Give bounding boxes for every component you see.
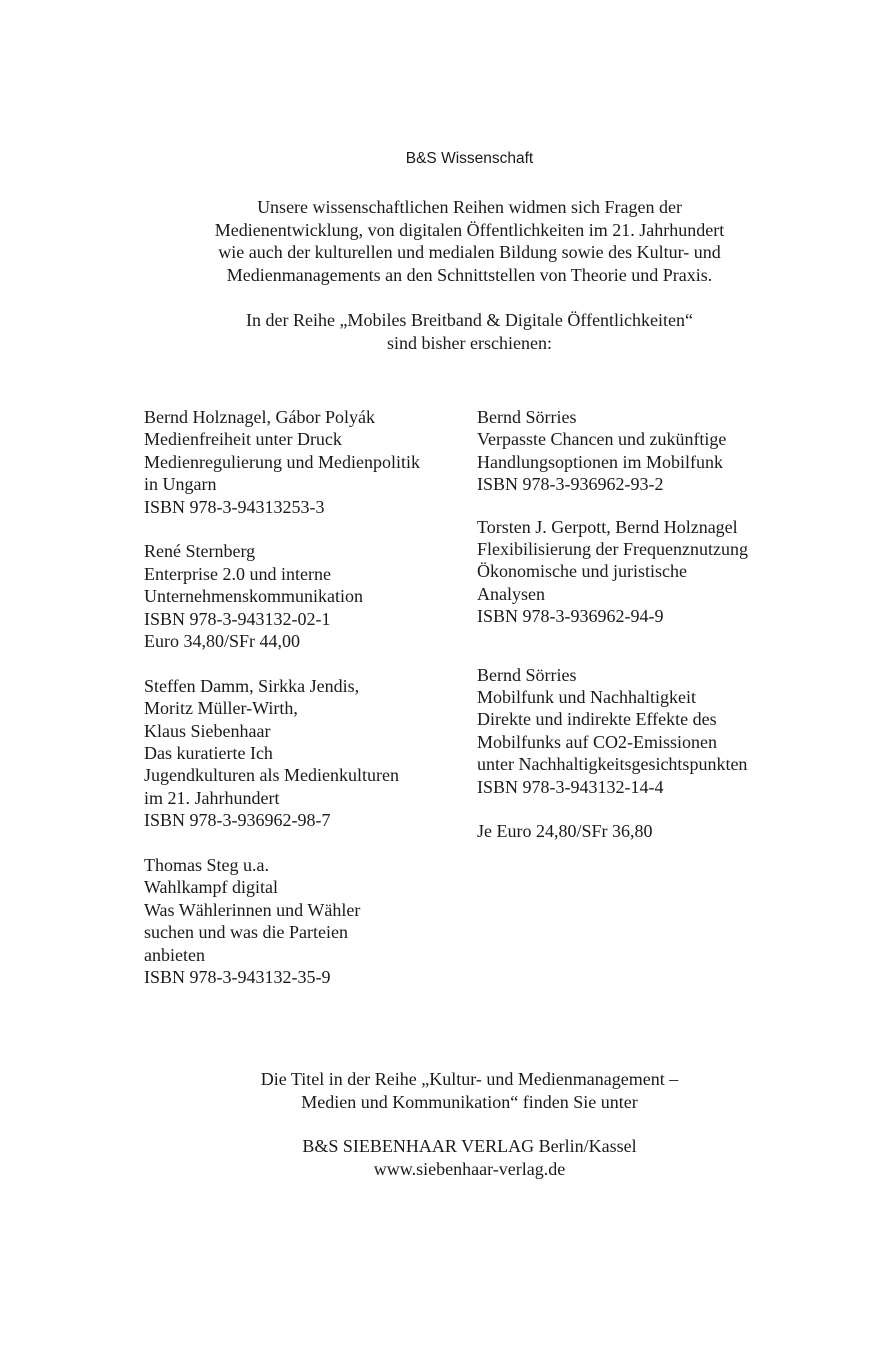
book-authors: Bernd Holznagel, Gábor Polyák	[144, 407, 375, 427]
book-isbn: ISBN 978-3-936962-94-9	[477, 606, 664, 627]
book-title: Flexibilisierung der Frequenznutzung	[477, 539, 748, 560]
footer-series-note	[0, 1068, 886, 1113]
book-price: Je Euro 24,80/SFr 36,80	[477, 821, 653, 842]
book-entry-gerpott-holznagel	[477, 516, 807, 628]
book-entry-soerries-chancen	[477, 406, 807, 496]
series-intro-line: In der Reihe „Mobiles Breitband & Digitale Öffentlichkeiten“	[245, 310, 694, 330]
book-title: Mobilfunk und Nachhaltigkeit	[477, 687, 696, 708]
book-isbn: ISBN 978-3-936962-93-2	[477, 474, 664, 495]
intro-line: wie auch der kulturellen und medialen Bildung sowie des Kultur- und	[218, 242, 721, 263]
book-entry-damm-jendis	[144, 675, 464, 832]
book-subtitle: Ökonomische und juristische	[477, 561, 687, 582]
footer-line: Medien und Kommunikation“ finden Sie unter	[301, 1091, 638, 1112]
intro-line: Unsere wissenschaftlichen Reihen widmen sich Fragen der	[257, 197, 682, 217]
book-subtitle: Mobilfunks auf CO2-Emissionen	[477, 731, 717, 752]
book-subtitle: Medienregulierung und Medienpolitik	[144, 451, 420, 472]
intro-paragraph	[0, 196, 886, 287]
footer-line: Die Titel in der Reihe „Kultur- und Medienmanagement –	[260, 1069, 679, 1089]
book-entry-sternberg	[144, 540, 464, 652]
publisher-name: B&S SIEBENHAAR VERLAG Berlin/Kassel	[302, 1136, 637, 1156]
book-title: Enterprise 2.0 und interne	[144, 563, 331, 584]
book-authors: Steffen Damm, Sirkka Jendis,	[144, 675, 360, 696]
book-title: Das kuratierte Ich	[144, 743, 273, 764]
book-title: Handlungsoptionen im Mobilfunk	[477, 451, 723, 472]
book-subtitle: unter Nachhaltigkeitsgesichtspunkten	[477, 754, 748, 775]
book-subtitle: Jugendkulturen als Medienkulturen	[144, 765, 399, 786]
series-intro	[0, 309, 886, 354]
book-title: Medienfreiheit unter Druck	[144, 429, 342, 450]
book-authors: Bernd Sörries	[477, 664, 577, 685]
book-entry-holznagel-polyak	[144, 406, 464, 518]
book-subtitle: im 21. Jahrhundert	[144, 787, 280, 808]
book-authors: René Sternberg	[144, 541, 256, 562]
series-intro-line: sind bisher erschienen:	[387, 332, 552, 353]
book-authors: Moritz Müller-Wirth,	[144, 698, 298, 719]
book-subtitle: anbieten	[144, 944, 205, 965]
publisher-website: www.siebenhaar-verlag.de	[373, 1158, 566, 1179]
footer-publisher	[0, 1135, 886, 1180]
book-title: Unternehmenskommunikation	[144, 586, 363, 607]
book-subtitle: suchen und was die Parteien	[144, 922, 348, 943]
book-authors: Thomas Steg u.a.	[144, 855, 269, 876]
book-isbn: ISBN 978-3-943132-35-9	[144, 967, 331, 988]
book-subtitle: Analysen	[477, 583, 545, 604]
intro-line: Medienentwicklung, von digitalen Öffentlichkeiten im 21. Jahrhundert	[214, 219, 725, 240]
series-price	[477, 820, 807, 842]
book-authors: Bernd Sörries	[477, 407, 577, 427]
book-isbn: ISBN 978-3-94313253-3	[144, 496, 325, 517]
book-list-left	[144, 406, 464, 989]
book-title: Wahlkampf digital	[144, 877, 279, 898]
book-subtitle: in Ungarn	[144, 474, 217, 495]
book-authors: Klaus Siebenhaar	[144, 720, 271, 741]
book-entry-soerries-nachhaltigkeit	[477, 664, 807, 798]
book-entry-steg	[144, 854, 464, 988]
book-subtitle: Direkte und indirekte Effekte des	[477, 709, 717, 730]
book-isbn: ISBN 978-3-943132-02-1	[144, 608, 331, 629]
book-subtitle: Was Wählerinnen und Wähler	[144, 899, 361, 920]
book-list-right	[477, 406, 807, 843]
book-title: Verpasste Chancen und zukünftige	[477, 429, 727, 450]
publisher-heading: B&S Wissenschaft	[405, 150, 534, 167]
intro-line: Medienmanagements an den Schnittstellen von Theorie und Praxis.	[226, 265, 713, 286]
book-authors: Torsten J. Gerpott, Bernd Holznagel	[477, 516, 738, 537]
book-price: Euro 34,80/SFr 44,00	[144, 631, 301, 652]
book-isbn: ISBN 978-3-936962-98-7	[144, 810, 331, 831]
book-isbn: ISBN 978-3-943132-14-4	[477, 776, 664, 797]
